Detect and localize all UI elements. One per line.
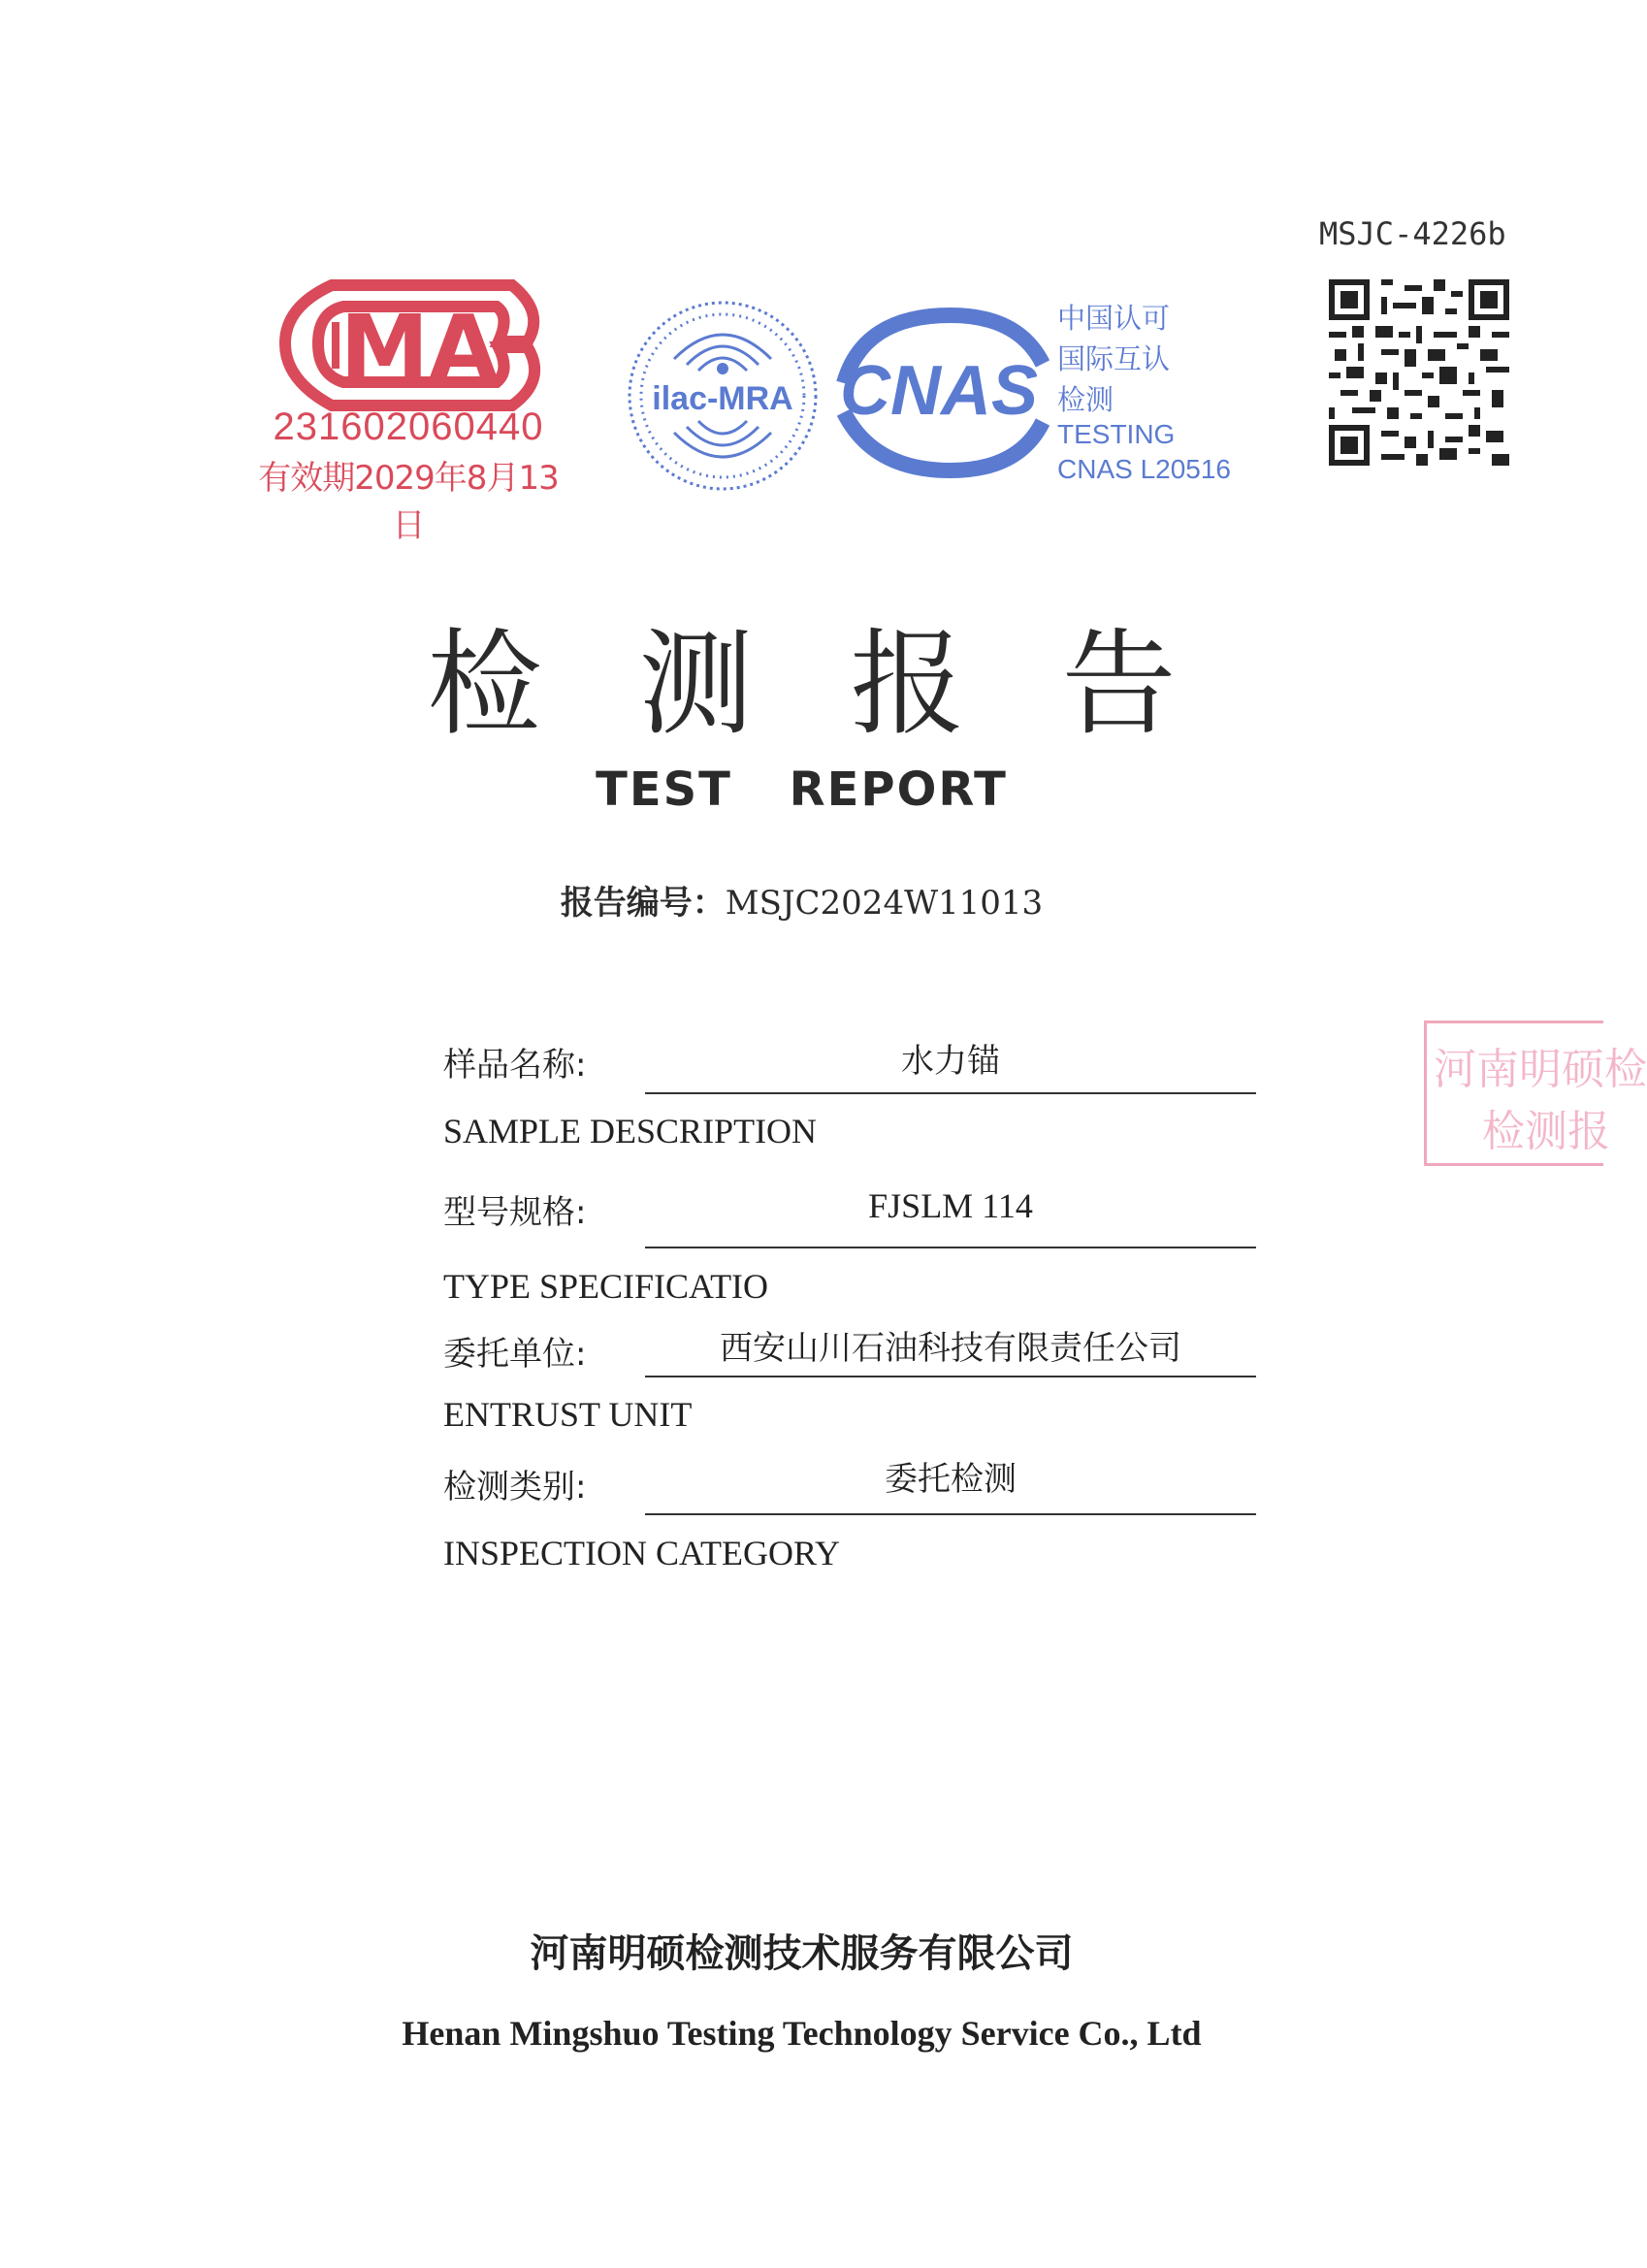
sample-description-underline	[645, 1092, 1256, 1094]
sample-description-value: 水力锚	[901, 1042, 1000, 1081]
cnas-logo	[824, 306, 1057, 480]
cma-validity: 有效期2029年8月13日	[258, 459, 559, 545]
company-name-en: Henan Mingshuo Testing Technology Service Co., Ltd	[402, 2014, 1202, 2053]
stamp-line2: 检测报	[1482, 1107, 1610, 1156]
inspection-category-label-cn: 检测类别:	[443, 1468, 587, 1507]
type-specification-label-cn: 型号规格:	[443, 1193, 587, 1232]
sample-description-label-en: SAMPLE DESCRIPTION	[443, 1112, 818, 1150]
cnas-testing: TESTING	[1057, 419, 1176, 449]
svg-text:MA: MA	[339, 296, 499, 400]
cnas-accreditation-number: CNAS L20516	[1057, 454, 1232, 484]
stamp-line1: 河南明硕检	[1434, 1045, 1647, 1094]
report-number-value: MSJC2024W11013	[725, 884, 1044, 923]
svg-text:ilac-MRA: ilac-MRA	[652, 380, 793, 417]
inspection-category-underline	[645, 1513, 1256, 1515]
title-cn: 检测报告	[427, 617, 1274, 751]
ilac-mra-logo	[621, 291, 824, 500]
entrust-unit-value: 西安山川石油科技有限责任公司	[720, 1329, 1181, 1368]
svg-text:CNAS: CNAS	[839, 352, 1039, 430]
report-number-label: 报告编号：	[560, 884, 726, 923]
type-specification-value: FJSLM 114	[868, 1186, 1033, 1225]
entrust-unit-label-cn: 委托单位:	[443, 1335, 587, 1374]
company-name-cn: 河南明硕检测技术服务有限公司	[530, 1931, 1074, 1976]
qr-code-icon	[1329, 279, 1509, 466]
cnas-cn-line2: 国际互认	[1057, 342, 1171, 375]
sample-description-label-cn: 样品名称:	[443, 1046, 587, 1085]
type-specification-underline	[645, 1247, 1256, 1248]
type-specification-label-en: TYPE SPECIFICATIO	[443, 1267, 769, 1306]
cma-number: 231602060440	[273, 405, 544, 448]
entrust-unit-underline	[645, 1376, 1256, 1377]
report-number	[0, 876, 1603, 923]
document-code: MSJC-4226b	[1319, 215, 1506, 252]
inspection-category-label-en: INSPECTION CATEGORY	[443, 1534, 841, 1572]
cnas-cn-line3: 检测	[1057, 383, 1114, 416]
cnas-cn-line1: 中国认可	[1057, 302, 1171, 335]
entrust-unit-label-en: ENTRUST UNIT	[443, 1395, 693, 1434]
inspection-category-value: 委托检测	[885, 1460, 1017, 1499]
title-en: TEST REPORT	[596, 762, 1008, 817]
